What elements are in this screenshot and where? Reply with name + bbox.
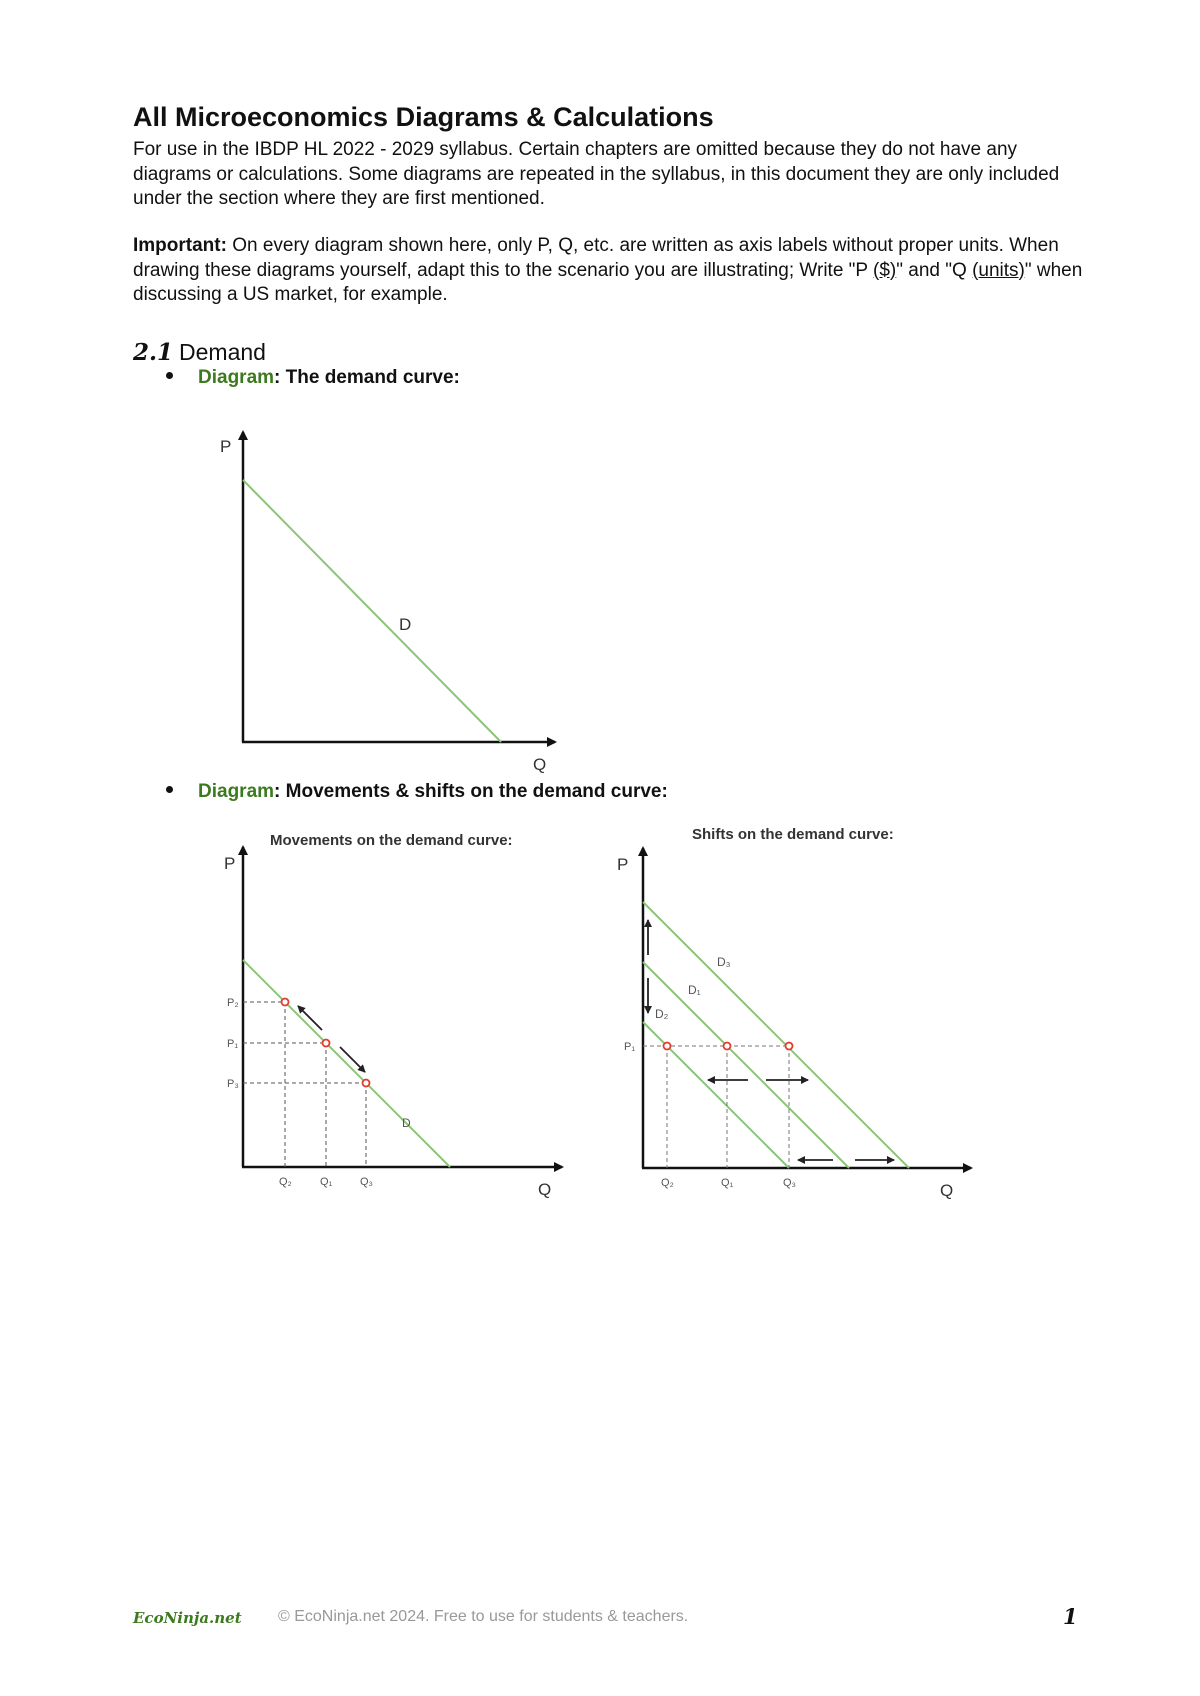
price-label-p2: P₂ bbox=[227, 997, 239, 1009]
intro-paragraph: For use in the IBDP HL 2022 - 2029 syllabus. Certain chapters are omitted because they do not have any diagrams or calculations. Some diagrams are repeated in the syllabus, in this document they are only included under the section where they are first mentioned. bbox=[133, 139, 1060, 209]
point-p1-q1 bbox=[323, 1040, 330, 1047]
bullet-text: : The demand curve: bbox=[274, 367, 460, 388]
demand-curve-diagram bbox=[200, 420, 570, 775]
point-p2-q2 bbox=[282, 999, 289, 1006]
important-text-middle: " and "Q bbox=[896, 259, 973, 281]
quantity-label-q1: Q₁ bbox=[721, 1177, 734, 1189]
quantity-label-q1: Q₁ bbox=[320, 1176, 333, 1188]
price-label-p3: P₃ bbox=[227, 1078, 239, 1090]
p-unit: ($) bbox=[873, 259, 897, 281]
quantity-label-q2: Q₂ bbox=[661, 1177, 674, 1189]
demand-label-d2: D₂ bbox=[655, 1007, 669, 1021]
demand-curve-label: D bbox=[402, 1116, 411, 1130]
section-heading bbox=[133, 339, 266, 366]
demand-line-d1 bbox=[643, 962, 849, 1168]
quantity-label-q3: Q₃ bbox=[360, 1176, 374, 1188]
x-axis-label: Q bbox=[940, 1181, 954, 1200]
section-number: 2.1 bbox=[133, 339, 174, 366]
bullet-text: : Movements & shifts on the demand curve: bbox=[274, 781, 668, 802]
guide-lines bbox=[643, 1046, 789, 1168]
page-number: 1 bbox=[1063, 1604, 1078, 1629]
shifts-diagram bbox=[600, 820, 980, 1200]
point-q3 bbox=[786, 1043, 793, 1050]
demand-line bbox=[243, 960, 450, 1167]
important-text-before: On every diagram shown here, only P, Q, etc. are written as axis labels without proper units. When drawing these diagrams yourself, adapt this to the scenario you are illustrating; Write "P bbox=[133, 235, 1059, 281]
bullet-movements-shifts bbox=[166, 781, 668, 803]
section-title: Demand bbox=[179, 339, 266, 365]
x-axis-label: Q bbox=[533, 755, 547, 774]
document-title: All Microeconomics Diagrams & Calculations bbox=[133, 102, 714, 132]
demand-line-d3 bbox=[643, 902, 909, 1168]
y-axis-label: P bbox=[617, 855, 629, 874]
footer-logo: EcoNinja.net bbox=[133, 1609, 242, 1627]
point-p3-q3 bbox=[363, 1080, 370, 1087]
price-label-p1: P₁ bbox=[624, 1041, 636, 1053]
q-unit: (units) bbox=[972, 259, 1025, 281]
movements-diagram bbox=[200, 825, 570, 1200]
price-label-p1: P₁ bbox=[227, 1038, 239, 1050]
point-q2 bbox=[664, 1043, 671, 1050]
y-axis-label: P bbox=[224, 854, 236, 873]
demand-label-d3: D₃ bbox=[717, 955, 731, 969]
important-label: Important: bbox=[133, 235, 227, 256]
guide-lines bbox=[243, 1002, 366, 1167]
bullet-dot-icon bbox=[166, 372, 173, 379]
quantity-label-q2: Q₂ bbox=[279, 1176, 292, 1188]
footer-copyright: © EcoNinja.net 2024. Free to use for students & teachers. bbox=[278, 1608, 689, 1625]
quantity-label-q3: Q₃ bbox=[783, 1177, 797, 1189]
bullet-demand-curve bbox=[166, 367, 460, 389]
bullet-prefix: Diagram bbox=[198, 367, 275, 388]
point-q1 bbox=[724, 1043, 731, 1050]
important-note bbox=[133, 234, 1093, 308]
important-text-after: " when discussing a US market, for example. bbox=[133, 259, 1083, 305]
movements-title: Movements on the demand curve: bbox=[270, 832, 513, 849]
demand-curve-label: D bbox=[399, 615, 412, 634]
bullet-prefix: Diagram bbox=[198, 781, 275, 802]
shifts-title: Shifts on the demand curve: bbox=[692, 826, 894, 843]
bullet-dot-icon bbox=[166, 786, 173, 793]
x-axis-label: Q bbox=[538, 1180, 552, 1199]
y-axis-label: P bbox=[220, 437, 232, 456]
demand-label-d1: D₁ bbox=[688, 983, 701, 997]
demand-line bbox=[243, 480, 501, 742]
